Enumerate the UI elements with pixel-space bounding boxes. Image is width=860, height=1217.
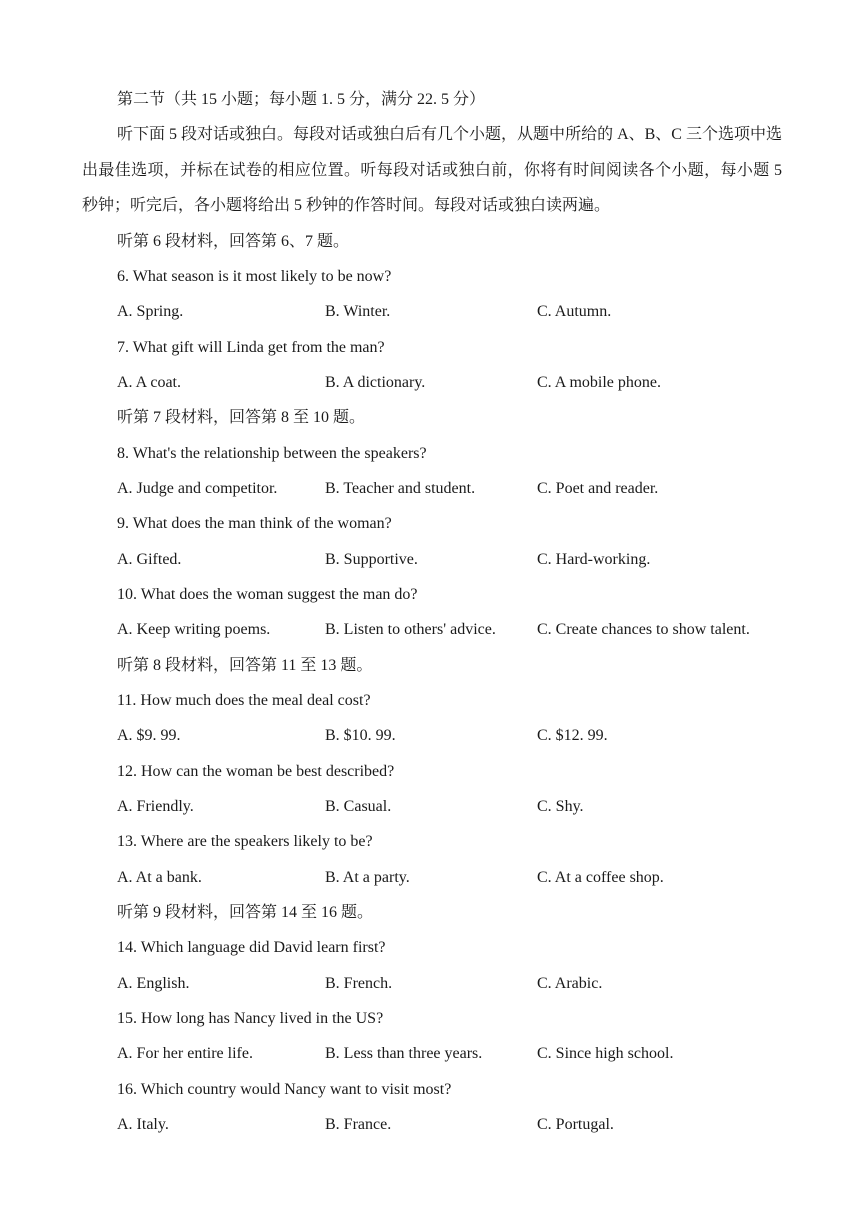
option-c: C. Poet and reader.	[537, 480, 659, 497]
material-label: 听第 9 段材料，回答第 14 至 16 题。	[117, 904, 374, 921]
question-text: 11. How much does the meal deal cost?	[117, 692, 371, 709]
option-c: C. Arabic.	[537, 975, 603, 992]
option-b: B. A dictionary.	[325, 374, 426, 391]
question-text: 15. How long has Nancy lived in the US?	[117, 1010, 384, 1027]
question-text: 16. Which country would Nancy want to visit most?	[117, 1081, 452, 1098]
option-b: B. $10. 99.	[325, 727, 396, 744]
option-c: C. A mobile phone.	[537, 374, 661, 391]
option-a: A. Judge and competitor.	[117, 480, 278, 497]
option-a: A. At a bank.	[117, 869, 202, 886]
instructions-paragraph: 听下面 5 段对话或独白。每段对话或独白后有几个小题，从题中所给的 A、B、C 三个选项中选出最佳选项，并标在试卷的相应位置。听每段对话或独白前，你将有时间阅读各个小题，每小题 5 秒钟；听完后，各小题将给出 5 秒钟的作答时间。每段对话或独白读两遍。	[82, 126, 782, 214]
option-c: C. $12. 99.	[537, 727, 608, 744]
option-a: A. Italy.	[117, 1116, 169, 1133]
option-a: A. Gifted.	[117, 551, 182, 568]
option-b: B. Winter.	[325, 303, 391, 320]
question-text: 14. Which language did David learn first?	[117, 939, 386, 956]
question-text: 6. What season is it most likely to be now?	[117, 268, 392, 285]
option-b: B. Teacher and student.	[325, 480, 476, 497]
question-text: 13. Where are the speakers likely to be?	[117, 833, 373, 850]
material-label: 听第 6 段材料，回答第 6、7 题。	[117, 233, 350, 250]
option-b: B. At a party.	[325, 869, 410, 886]
option-c: C. Portugal.	[537, 1116, 614, 1133]
question-text: 10. What does the woman suggest the man do?	[117, 586, 418, 603]
option-a: A. Friendly.	[117, 798, 194, 815]
option-c: C. Since high school.	[537, 1045, 674, 1062]
option-c: C. Shy.	[537, 798, 584, 815]
option-a: A. For her entire life.	[117, 1045, 253, 1062]
option-a: A. $9. 99.	[117, 727, 181, 744]
option-c: C. At a coffee shop.	[537, 869, 664, 886]
question-text: 12. How can the woman be best described?	[117, 763, 395, 780]
option-a: A. Spring.	[117, 303, 184, 320]
option-c: C. Autumn.	[537, 303, 612, 320]
option-c: C. Hard-working.	[537, 551, 651, 568]
option-b: B. French.	[325, 975, 393, 992]
option-b: B. Casual.	[325, 798, 392, 815]
option-a: A. A coat.	[117, 374, 181, 391]
option-a: A. Keep writing poems.	[117, 621, 271, 638]
material-label: 听第 8 段材料，回答第 11 至 13 题。	[117, 657, 373, 674]
option-b: B. Less than three years.	[325, 1045, 483, 1062]
option-b: B. France.	[325, 1116, 392, 1133]
material-label: 听第 7 段材料，回答第 8 至 10 题。	[117, 409, 366, 426]
option-b: B. Listen to others' advice.	[325, 621, 496, 638]
question-text: 7. What gift will Linda get from the man?	[117, 339, 385, 356]
question-text: 8. What's the relationship between the speakers?	[117, 445, 427, 462]
option-a: A. English.	[117, 975, 190, 992]
option-c: C. Create chances to show talent.	[537, 621, 750, 638]
question-text: 9. What does the man think of the woman?	[117, 515, 392, 532]
section-heading: 第二节（共 15 小题；每小题 1. 5 分，满分 22. 5 分）	[117, 91, 486, 108]
option-b: B. Supportive.	[325, 551, 418, 568]
